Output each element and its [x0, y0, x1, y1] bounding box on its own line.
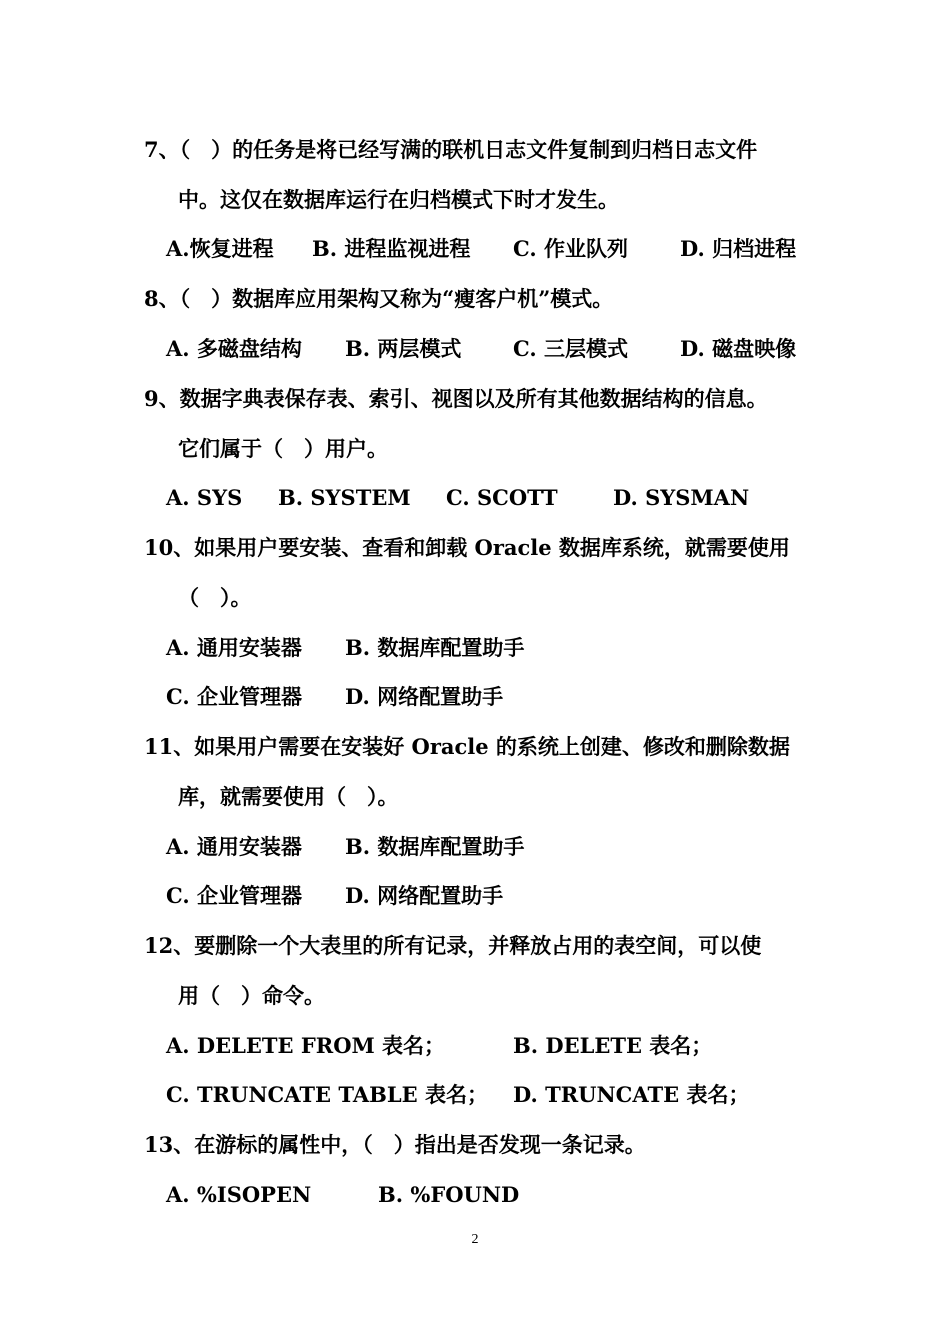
- q13-stem-line1: 13、在游标的属性中，（ ）指出是否发现一条记录。: [144, 1132, 646, 1157]
- q9-option-a: A. SYS: [166, 485, 243, 510]
- q11-option-a: A. 通用安装器: [166, 834, 302, 859]
- q12-option-d: D. TRUNCATE 表名；: [513, 1082, 750, 1107]
- q10-option-c: C. 企业管理器: [166, 684, 302, 709]
- q8-option-a: A. 多磁盘结构: [166, 336, 302, 361]
- q12-option-a: A. DELETE FROM 表名；: [166, 1033, 446, 1058]
- q9-option-d: D. SYSMAN: [613, 485, 750, 510]
- q12-option-b: B. DELETE 表名；: [513, 1033, 713, 1058]
- q10-option-a: A. 通用安装器: [166, 635, 302, 660]
- q7-option-b: B. 进程监视进程: [312, 236, 471, 261]
- q8-option-b: B. 两层模式: [345, 336, 462, 361]
- q10-stem-line2: （ ）。: [178, 585, 252, 610]
- q12-option-c: C. TRUNCATE TABLE 表名；: [166, 1082, 488, 1107]
- q8-option-c: C. 三层模式: [513, 336, 628, 361]
- q9-option-b: B. SYSTEM: [278, 485, 411, 510]
- q12-stem-line2: 用（ ）命令。: [178, 983, 325, 1008]
- q12-stem-line1: 12、要删除一个大表里的所有记录，并释放占用的表空间，可以使: [144, 933, 762, 958]
- q11-option-c: C. 企业管理器: [166, 883, 302, 908]
- q7-option-c: C. 作业队列: [513, 236, 628, 261]
- q8-stem-line1: 8、（ ）数据库应用架构又称为“瘦客户机”模式。: [144, 286, 614, 311]
- q10-stem-line1: 10、如果用户要安装、查看和卸载 Oracle 数据库系统，就需要使用: [144, 535, 790, 560]
- q11-stem-line2: 库，就需要使用（ ）。: [178, 784, 399, 809]
- q7-stem-line2: 中。这仅在数据库运行在归档模式下时才发生。: [178, 187, 619, 212]
- page-number: 2: [471, 1232, 479, 1247]
- q10-option-d: D. 网络配置助手: [345, 684, 504, 709]
- q8-option-d: D. 磁盘映像: [680, 336, 797, 361]
- q7-option-d: D. 归档进程: [680, 236, 797, 261]
- q9-stem-line1: 9、数据字典表保存表、索引、视图以及所有其他数据结构的信息。: [144, 386, 768, 411]
- q11-stem-line1: 11、如果用户需要在安装好 Oracle 的系统上创建、修改和删除数据: [144, 734, 790, 759]
- q11-option-d: D. 网络配置助手: [345, 883, 504, 908]
- q11-option-b: B. 数据库配置助手: [345, 834, 525, 859]
- q7-stem-line1: 7、（ ）的任务是将已经写满的联机日志文件复制到归档日志文件: [144, 137, 758, 162]
- q13-option-a: A. %ISOPEN: [166, 1182, 312, 1207]
- q13-option-b: B. %FOUND: [378, 1182, 520, 1207]
- q9-option-c: C. SCOTT: [446, 485, 558, 510]
- q10-option-b: B. 数据库配置助手: [345, 635, 525, 660]
- q7-option-a: A.恢复进程: [166, 236, 274, 261]
- q9-stem-line2: 它们属于（ ）用户。: [178, 436, 388, 461]
